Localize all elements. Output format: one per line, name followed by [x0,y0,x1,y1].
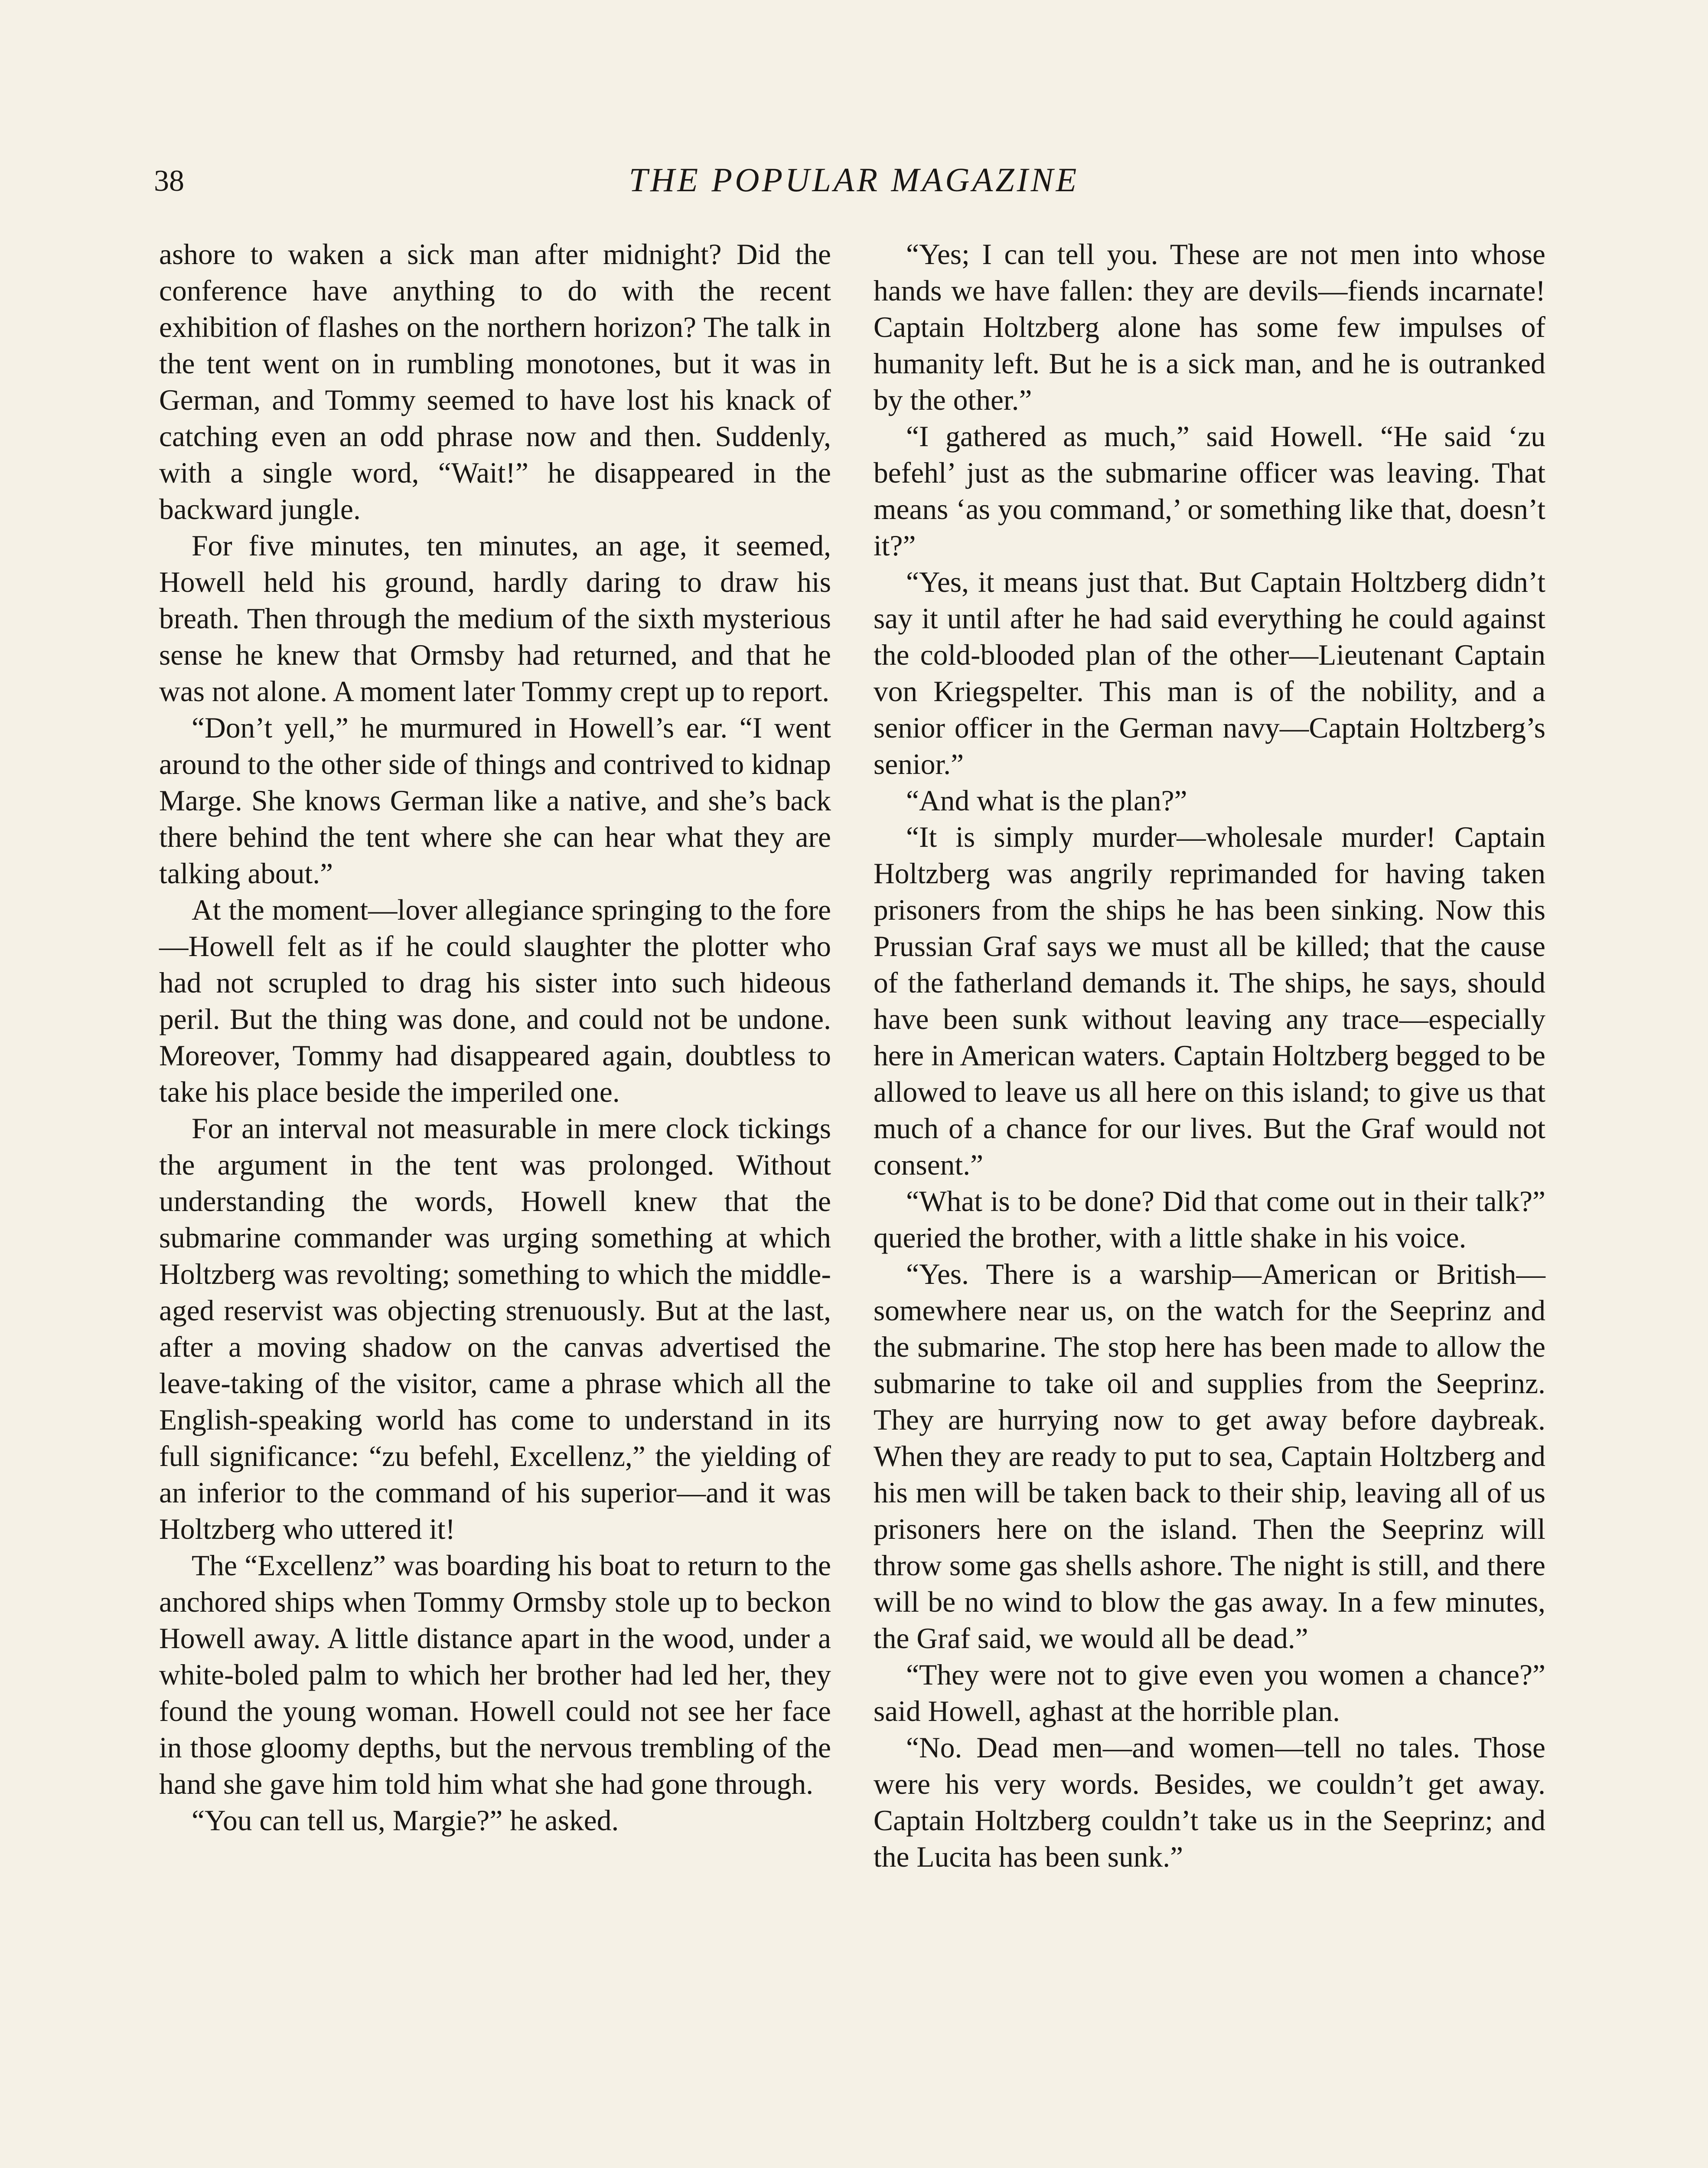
paragraph: ashore to waken a sick man after midnight? Did the conference have anything to do with the recent exhibition of flashes on the northern horizon? The talk in the tent went on in rumbling monotones, but it was in German, and Tommy seemed to have lost his knack of catching even an odd phrase now and then. Suddenly, with a single word, “Wait!” he disappeared in the backward jungle. [159,238,831,526]
paragraph: “No. Dead men—and women—tell no tales. Those were his very words. Besides, we couldn’t get away. Captain Holtzberg couldn’t take us in the Seeprinz; and the Lucita has been sunk.” [874,1731,1545,1873]
paragraph: For five minutes, ten minutes, an age, it seemed, Howell held his ground, hardly daring to draw his breath. Then through the medium of the sixth mysterious sense he knew that Ormsby had returned, and that he was not alone. A moment later Tommy crept up to report. [159,529,831,708]
paragraph: “You can tell us, Margie?” he asked. [192,1804,619,1837]
paragraph: “And what is the plan?” [906,784,1187,817]
paragraph: For an interval not measurable in mere clock tickings the argument in the tent was prolonged. Without understanding the words, Howell knew that the submarine commander was urging something at which Holtzberg was revolting; something to which the middle-aged reservist was objecting strenuously. But at the last, after a moving shadow on the canvas advertised the leave-taking of the visitor, came a phrase which all the English-speaking world has come to understand in its full significance: “zu befehl, Excellenz,” the yielding of an inferior to the command of his superior—and it was Holtzberg who uttered it! [159,1112,831,1545]
running-head: THE POPULAR MAGAZINE [629,161,1079,199]
paragraph: “They were not to give even you women a chance?” said Howell, aghast at the horrible plan. [874,1659,1545,1727]
paragraph: “Yes; I can tell you. These are not men into whose hands we have fallen: they are devils—fiends incarnate! Captain Holtzberg alone has some few impulses of humanity left. But he is a sick man, and he is outranked by the other.” [874,238,1545,416]
page-number: 38 [154,164,184,198]
paragraph: “What is to be done? Did that come out in their talk?” queried the brother, with a little shake in his voice. [874,1185,1545,1254]
left-column [159,236,831,1839]
paragraph: “I gathered as much,” said Howell. “He said ‘zu befehl’ just as the submarine officer was leaving. That means ‘as you command,’ or something like that, doesn’t it?” [874,420,1545,562]
paragraph: “It is simply murder—wholesale murder! Captain Holtzberg was angrily reprimanded for having taken prisoners from the ships he has been sinking. Now this Prussian Graf says we must all be killed; that the cause of the fatherland demands it. The ships, he says, should have been sunk without leaving any trace—especially here in American waters. Captain Holtzberg begged to be allowed to leave us all here on this island; to give us that much of a chance for our lives. But the Graf would not consent.” [874,821,1545,1181]
paragraph: At the moment—lover allegiance springing to the fore—Howell felt as if he could slaughter the plotter who had not scrupled to drag his sister into such hideous peril. But the thing was done, and could not be undone. Moreover, Tommy had disappeared again, doubtless to take his place beside the imperiled one. [159,894,831,1108]
paragraph: The “Excellenz” was boarding his boat to return to the anchored ships when Tommy Ormsby stole up to beckon Howell away. A little distance apart in the wood, under a white-boled palm to which her brother had led her, they found the young woman. Howell could not see her face in those gloomy depths, but the nervous trembling of the hand she gave him told him what she had gone through. [159,1549,831,1800]
paragraph: “Don’t yell,” he murmured in Howell’s ear. “I went around to the other side of things and contrived to kidnap Marge. She knows German like a native, and she’s back there behind the tent where she can hear what they are talking about.” [159,712,831,890]
paragraph: “Yes, it means just that. But Captain Holtzberg didn’t say it until after he had said everything he could against the cold-blooded plan of the other—Lieutenant Captain von Kriegspelter. This man is of the nobility, and a senior officer in the German navy—Captain Holtzberg’s senior.” [874,566,1545,780]
paragraph: “Yes. There is a warship—American or British—somewhere near us, on the watch for the Seeprinz and the submarine. The stop here has been made to allow the submarine to take oil and supplies from the Seeprinz. They are hurrying now to get away before daybreak. When they are ready to put to sea, Captain Holtzberg and his men will be taken back to their ship, leaving all of us prisoners here on the island. Then the Seeprinz will throw some gas shells ashore. The night is still, and there will be no wind to blow the gas away. In a few minutes, the Graf said, we would all be dead.” [874,1258,1545,1655]
right-column [874,236,1545,1875]
